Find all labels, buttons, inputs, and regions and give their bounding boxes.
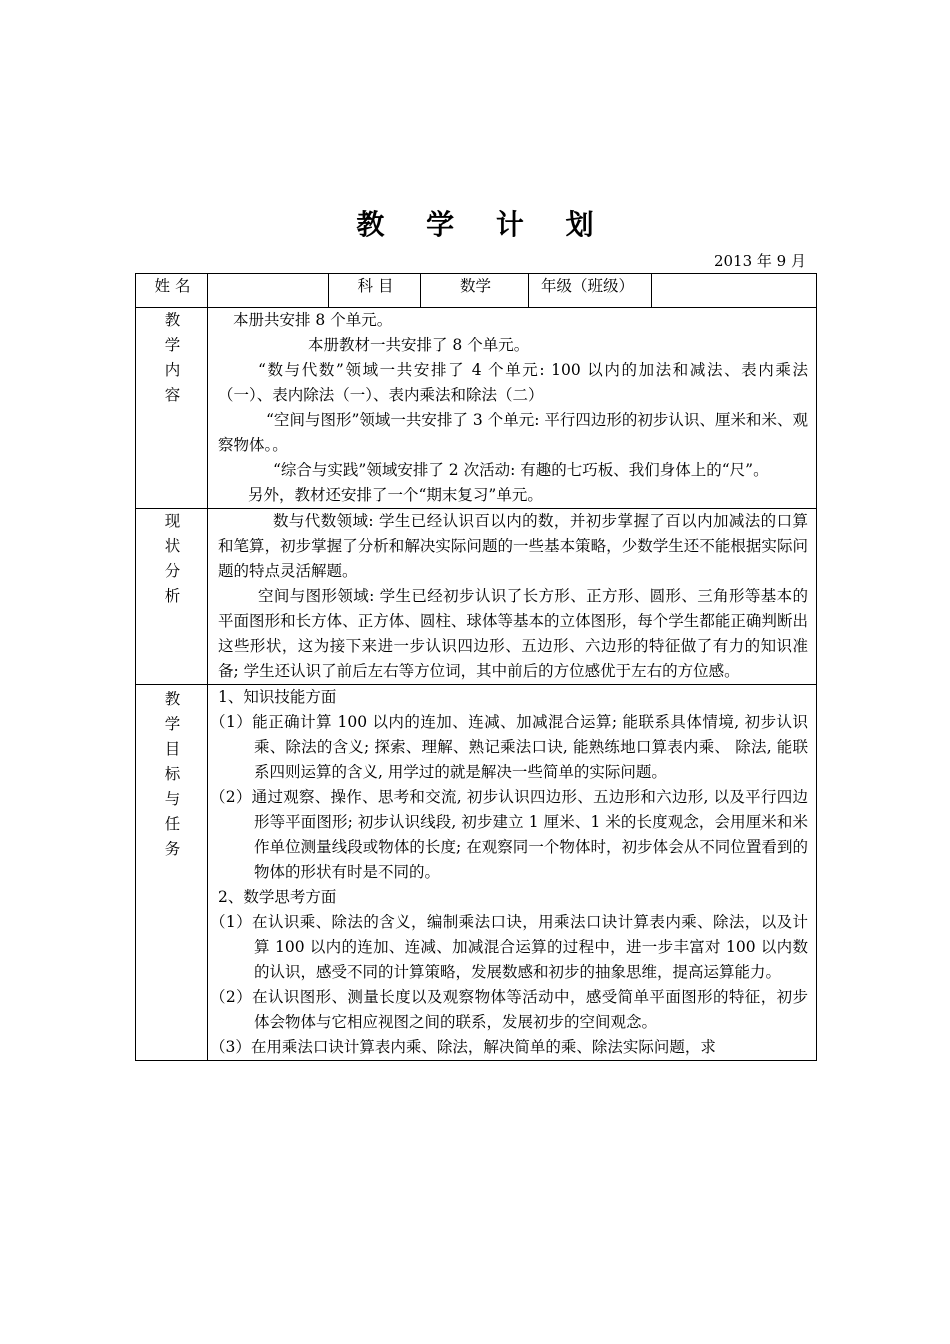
goals-row [136, 685, 817, 1061]
analysis-text [208, 509, 817, 685]
grade-label: 年级（班级） [529, 274, 652, 308]
goal-item: （1）能正确计算 100 以内的连加、连减、加减混合运算; 能联系具体情境, 初步认识乘、除法的含义; 探索、理解、熟记乘法口诀, 能熟练地口算表内乘、 除法, 能联系四则运算的含义, 用学过的就是解决一些简单的实际问题。 [210, 713, 808, 781]
goal-item: （1）在认识乘、除法的含义，编制乘法口诀，用乘法口诀计算表内乘、除法，以及计算 100 以内的连加、连减、加减混合运算的过程中，进一步丰富对 100 以内数的认识，感受不同的计算策略，发展数感和初步的抽象思维，提高运算能力。 [210, 913, 808, 981]
plan-date: 2013 年 9 月 [713, 252, 806, 270]
section-heading: 1、知识技能方面 [218, 688, 337, 706]
goals-text [208, 685, 817, 1061]
goals-label: 教 学 目 标 与 任 务 [136, 685, 208, 1061]
content-line: 另外，教材还安排了一个“期末复习”单元。 [248, 486, 543, 504]
content-text [208, 308, 817, 509]
subject-label: 科 目 [329, 274, 421, 308]
content-line: “数与代数”领域一共安排了 4 个单元: 100 以内的加法和减法、表内乘法（一）、表内除法（一）、表内乘法和除法（二） [218, 361, 808, 404]
analysis-label: 现 状 分 析 [136, 509, 208, 685]
goal-item: （3）在用乘法口诀计算表内乘、除法，解决简单的乘、除法实际问题，求 [210, 1038, 716, 1056]
subject-value: 数学 [421, 274, 529, 308]
content-label: 教 学 内 容 [136, 308, 208, 509]
goal-item: （2）通过观察、操作、思考和交流, 初步认识四边形、五边形和六边形, 以及平行四边形等平面图形; 初步认识线段, 初步建立 1 厘米、1 米的长度观念，会用厘米和米作单位测量线段或物体的长度; 在观察同一个物体时，初步体会从不同位置看到的物体的形状有时是不同的。 [210, 788, 808, 881]
analysis-line: 空间与图形领域: 学生已经初步认识了长方形、正方形、圆形、三角形等基本的平面图形和长方体、正方体、圆柱、球体等基本的立体图形，每个学生都能正确判断出这些形状，这为接下来进一步认识四边形、五边形、六边形的特征做了有力的知识准备; 学生还认识了前后左右等方位词，其中前后的方位感优于左右的方位感。 [218, 587, 808, 680]
section-heading: 2、数学思考方面 [218, 888, 337, 906]
analysis-row [136, 509, 817, 685]
content-line: 本册教材一共安排了 8 个单元。 [308, 336, 530, 354]
header-row [136, 274, 817, 308]
name-label: 姓 名 [136, 274, 208, 308]
content-line: “空间与图形”领域一共安排了 3 个单元: 平行四边形的初步认识、厘米和米、观察物体。。 [218, 411, 808, 454]
grade-value[interactable] [652, 274, 817, 308]
content-line: 本册共安排 8 个单元。 [233, 311, 393, 329]
content-row [136, 308, 817, 509]
analysis-line: 数与代数领域: 学生已经认识百以内的数，并初步掌握了百以内加减法的口算和笔算，初步掌握了分析和解决实际问题的一些基本策略，少数学生还不能根据实际问题的特点灵活解题。 [218, 512, 808, 580]
content-line: “综合与实践”领域安排了 2 次活动: 有趣的七巧板、我们身体上的“尺”。 [273, 461, 769, 479]
plan-table [135, 273, 817, 1061]
goal-item: （2）在认识图形、测量长度以及观察物体等活动中，感受简单平面图形的特征，初步体会物体与它相应视图之间的联系，发展初步的空间观念。 [210, 988, 808, 1031]
page-title: 教 学 计 划 [356, 208, 610, 241]
name-value[interactable] [208, 274, 329, 308]
